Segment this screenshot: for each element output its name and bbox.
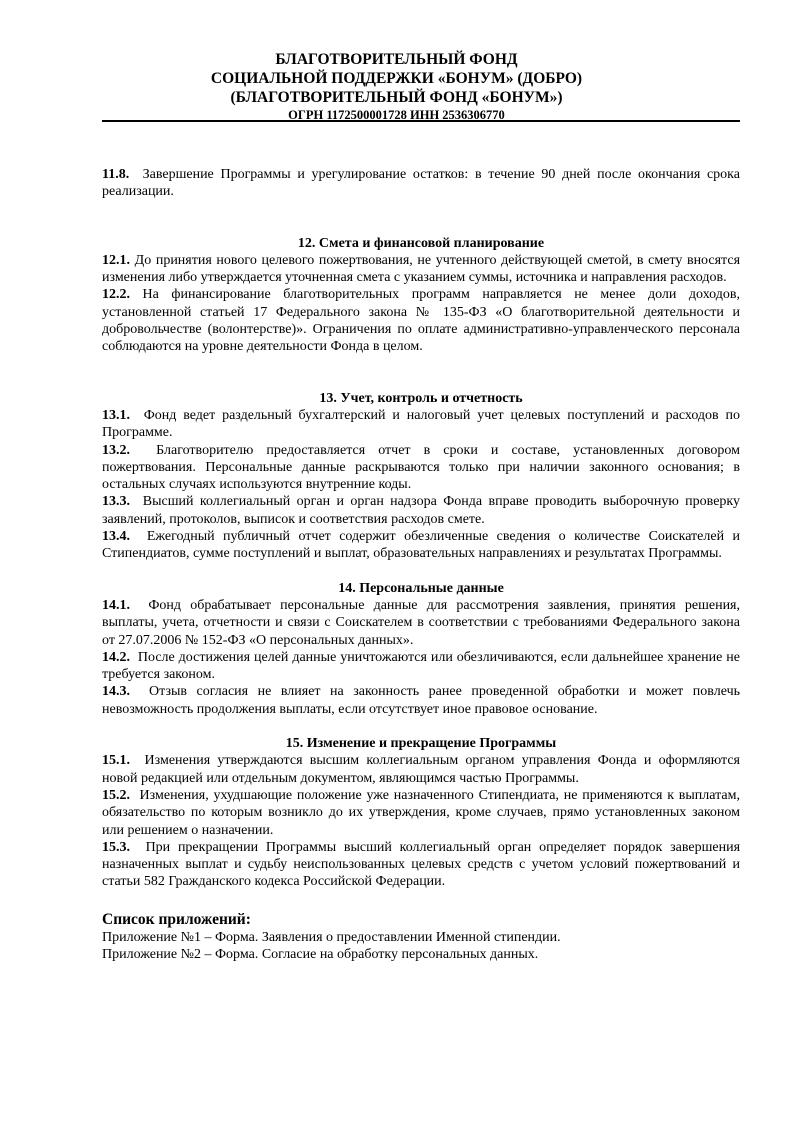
clause-text: Благотворителю предоставляется отчет в сроки и составе, установленных договором пожертвования. Персональные данные раскрываются только при наличии законного основания; в остальных случаях используются внутренние коды.	[102, 442, 741, 493]
clause-13-1	[102, 407, 740, 442]
clause-text: После достижения целей данные уничтожаются или обезличиваются, если дальнейшее хранение не требуется законом.	[102, 649, 741, 683]
section-14-title: 14. Персональные данные	[338, 580, 504, 596]
clause-text: Отзыв согласия не влияет на законность ранее проведенной обработки и может повлечь невозможность продолжения выплаты, если отсутствует иное правовое основание.	[102, 684, 740, 717]
clause-15-1	[102, 752, 740, 787]
clause-number: 14.3.	[102, 684, 130, 700]
clause-text: Завершение Программы и урегулирование остатков: в течение 90 дней после окончания срока реализации.	[102, 167, 740, 200]
clause-number: 15.1.	[102, 753, 130, 769]
clause-14-3	[102, 683, 740, 718]
clause-number: 13.3.	[102, 494, 130, 510]
clause-15-2	[102, 787, 740, 839]
clause-number: 14.2.	[102, 649, 130, 665]
section-13-title: 13. Учет, контроль и отчетность	[319, 390, 523, 406]
document-body	[102, 166, 740, 963]
clause-text: При прекращении Программы высший коллегиальный орган определяет порядок завершения назначенных выплат и судьбу неиспользованных целевых средств с учетом условий пожертвований и статьи 582 Гражданского кодекса Российской Федерации.	[102, 839, 741, 890]
letterhead	[0, 50, 793, 123]
clause-13-3	[102, 493, 740, 528]
clause-number: 15.2.	[102, 787, 130, 803]
clause-text: На финансирование благотворительных программ направляется не менее доли доходов, установленной статьей 17 Федерального закона № 135-ФЗ «О благотворительной деятельности и добровольчестве (волонтерстве)». Ограничения по оплате административно-управленческого персонала соблюдаются на уровне деятельности Фонда в целом.	[102, 287, 740, 355]
clause-text: Ежегодный публичный отчет содержит обезличенные сведения о количестве Соискателей и Стипендиатов, сумме поступлений и выплат, образовательных направлениях и результатах Программы.	[102, 529, 740, 562]
clause-number: 15.3.	[102, 839, 130, 855]
org-name-line-1: БЛАГОТВОРИТЕЛЬНЫЙ ФОНД	[275, 51, 518, 68]
registration-numbers: ОГРН 1172500001728 ИНН 2536306770	[288, 108, 505, 122]
clause-number: 13.2.	[102, 442, 130, 458]
section-15-title: 15. Изменение и прекращение Программы	[285, 736, 557, 752]
clause-text: Изменения утверждаются высшим коллегиальным органом управления Фонда и оформляются новой редакцией или отдельным документом, являющимся частью Программы.	[102, 753, 740, 786]
clause-number: 13.1.	[102, 407, 130, 423]
clause-13-2	[102, 442, 740, 494]
clause-text: Изменения, ухудшающие положение уже назначенного Стипендиата, не применяются к выплатам, обязательство по которым возникло до их утверждения, кроме случаев, прямо установленных законом или решением о назначении.	[102, 787, 741, 838]
appendix-item-2: Приложение №2 – Форма. Согласие на обработку персональных данных.	[102, 946, 539, 962]
clause-11-8	[102, 166, 740, 201]
clause-14-2	[102, 649, 740, 684]
header-divider	[102, 120, 740, 122]
appendix-list-title: Список приложений:	[102, 910, 251, 928]
section-12-title: 12. Смета и финансовой планирование	[297, 235, 545, 251]
clause-12-1	[102, 252, 740, 287]
clause-number: 13.4.	[102, 529, 130, 545]
clause-number: 11.8.	[102, 167, 130, 182]
clause-number: 12.1.	[102, 252, 130, 268]
clause-13-4	[102, 528, 740, 563]
org-name-line-3: (БЛАГОТВОРИТЕЛЬНЫЙ ФОНД «БОНУМ»)	[230, 89, 563, 106]
clause-14-1	[102, 597, 740, 649]
clause-number: 12.2.	[102, 287, 130, 303]
clause-text: Фонд обрабатывает персональные данные для рассмотрения заявления, принятия решения, выплаты, учета, отчетности и связи с Соискателем в соответствии с требованиями Федерального закона от 27.07.2006 № 152-ФЗ «О персональных данных».	[102, 597, 740, 648]
clause-text: Фонд ведет раздельный бухгалтерский и налоговый учет целевых поступлений и расходов по Программе.	[102, 407, 741, 441]
org-name-line-2: СОЦИАЛЬНОЙ ПОДДЕРЖКИ «БОНУМ» (ДОБРО)	[210, 70, 583, 87]
clause-text: Высший коллегиальный орган и орган надзора Фонда вправе проводить выборочную проверку заявлений, протоколов, выписок и соответствия расходов смете.	[102, 494, 741, 527]
clause-12-2	[102, 286, 740, 355]
clause-text: До принятия нового целевого пожертвования, не учтенного действующей сметой, в смету вносятся изменения либо утверждается уточненная смета с указанием суммы, источника и направления расходов.	[102, 252, 741, 286]
clause-15-3	[102, 839, 740, 891]
appendix-item-1: Приложение №1 – Форма. Заявления о предоставлении Именной стипендии.	[102, 929, 561, 945]
clause-number: 14.1.	[102, 597, 130, 613]
